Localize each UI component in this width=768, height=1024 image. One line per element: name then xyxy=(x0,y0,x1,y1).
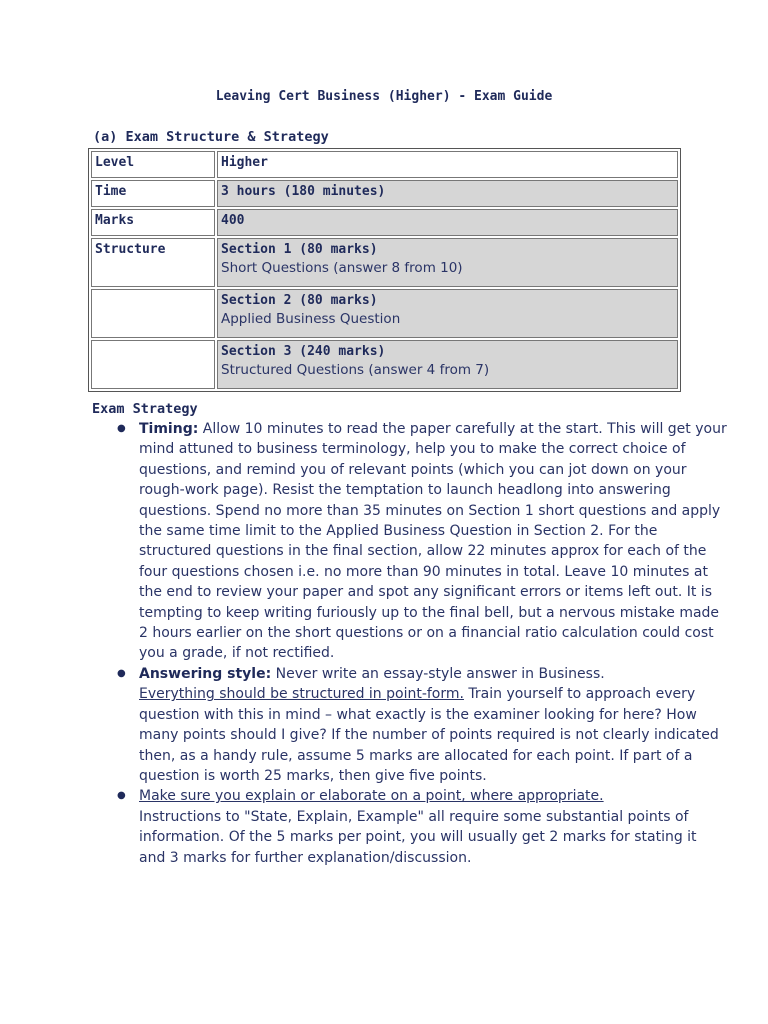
table-key-cell: Time xyxy=(91,180,215,207)
section-heading: (a) Exam Structure & Strategy xyxy=(93,129,329,145)
table-key-cell: Level xyxy=(91,151,215,178)
section-title: Section 2 (80 marks) xyxy=(221,293,378,308)
table-key-cell: Marks xyxy=(91,209,215,236)
exam-structure-table xyxy=(88,148,681,392)
table-value-cell xyxy=(217,238,678,287)
section-description: Applied Business Question xyxy=(221,311,401,327)
item-text: Train yourself to approach every question with this in mind – what exactly is the examiner looking for here? How many points should I give? If the number of points required is not clearly indicated then, as a handy rule, assume 5 marks are allocated for each point. If part of a question is worth 25 marks, then give five points. xyxy=(139,686,719,784)
table-row xyxy=(91,209,678,236)
table-row xyxy=(91,289,678,338)
list-item xyxy=(117,419,727,664)
list-item xyxy=(117,786,727,868)
list-item xyxy=(117,664,727,786)
item-label: Answering style: xyxy=(139,665,272,682)
table-key-cell xyxy=(91,340,215,389)
item-text: Allow 10 minutes to read the paper carefully at the start. This will get your mind attuned to business terminology, help you to make the correct choice of questions, and remind you of relevant points (which you can jot down on your rough-work page). Resist the temptation to launch headlong into answering questions. Spend no more than 35 minutes on Section 1 short questions and apply the same time limit to the Applied Business Question in Section 2. For the structured questions in the final section, allow 22 minutes approx for each of the four questions chosen i.e. no more than 90 minutes in total. Leave 10 minutes at the end to review your paper and spot any significant errors or items left out. It is tempting to keep writing furiously up to the final bell, but a nervous mistake made 2 hours earlier on the short questions or on a financial ratio calculation could cost you a grade, if not rectified. xyxy=(139,421,727,662)
table-row xyxy=(91,238,678,287)
table-value-cell: 400 xyxy=(217,209,678,236)
strategy-list xyxy=(92,419,727,868)
table-value-cell: Higher xyxy=(217,151,678,178)
table-row xyxy=(91,180,678,207)
table-row xyxy=(91,151,678,178)
table-row xyxy=(91,340,678,389)
table-value-cell: 3 hours (180 minutes) xyxy=(217,180,678,207)
table-key-cell xyxy=(91,289,215,338)
section-description: Structured Questions (answer 4 from 7) xyxy=(221,362,490,378)
bullet-icon: ● xyxy=(117,790,126,802)
bullet-icon: ● xyxy=(117,667,126,679)
item-emphasis: Everything should be structured in point-form. xyxy=(139,686,464,703)
section-title: Section 1 (80 marks) xyxy=(221,242,378,257)
table-key-cell: Structure xyxy=(91,238,215,287)
strategy-heading: Exam Strategy xyxy=(92,401,198,417)
item-text: Instructions to "State, Explain, Example" all require some substantial points of information. Of the 5 marks per point, you will usually get 2 marks for stating it and 3 marks for further explanation/discussion. xyxy=(139,808,697,866)
item-label: Timing: xyxy=(139,421,199,437)
section-title: Section 3 (240 marks) xyxy=(221,344,386,359)
item-text: Never write an essay-style answer in Business. xyxy=(271,665,605,682)
bullet-icon: ● xyxy=(117,423,126,434)
section-description: Short Questions (answer 8 from 10) xyxy=(221,260,463,276)
item-emphasis: Make sure you explain or elaborate on a point, where appropriate. xyxy=(139,788,604,805)
table-value-cell xyxy=(217,340,678,389)
page-title: Leaving Cert Business (Higher) - Exam Guide xyxy=(215,89,553,104)
table-value-cell xyxy=(217,289,678,338)
